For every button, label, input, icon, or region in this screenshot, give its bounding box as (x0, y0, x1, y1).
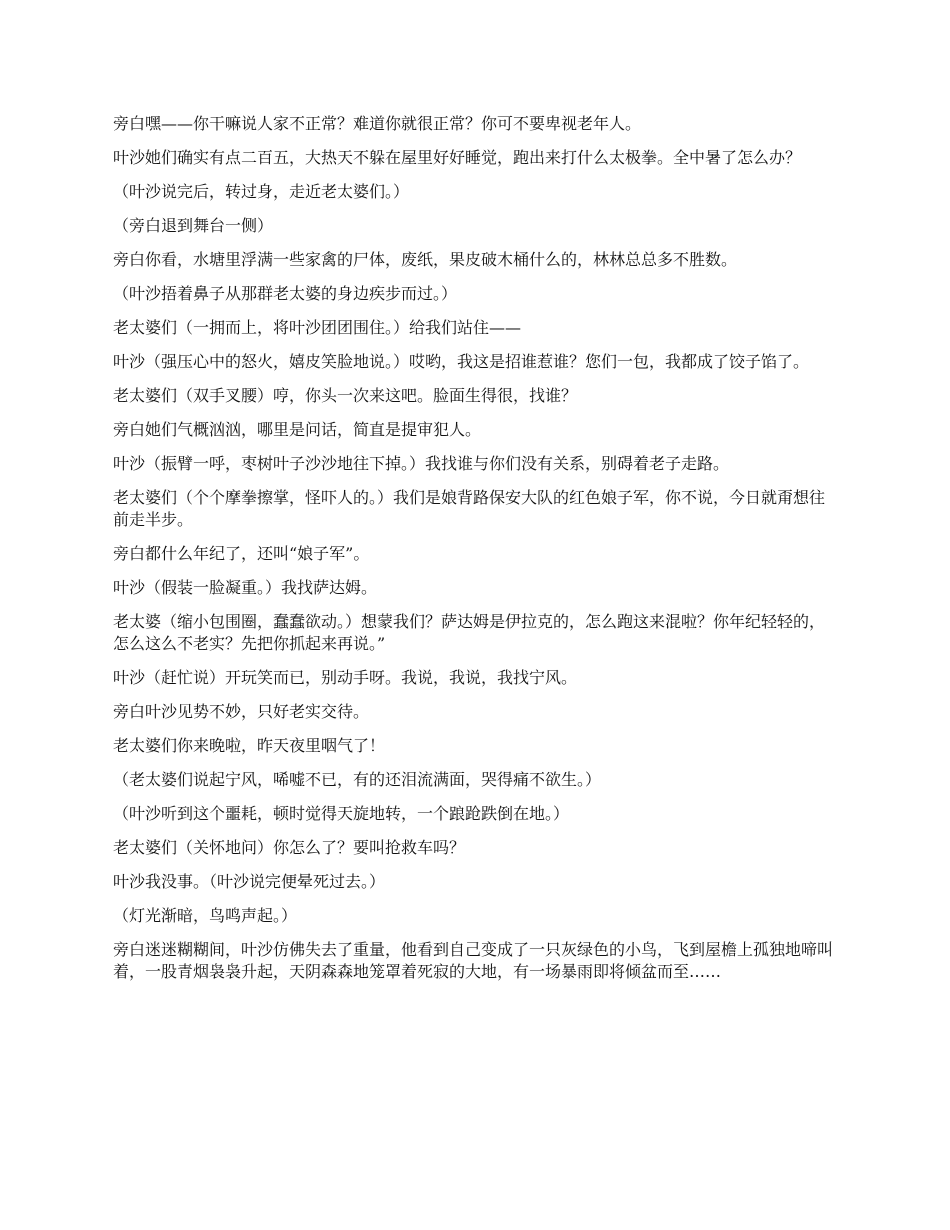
paragraph: 叶沙她们确实有点二百五，大热天不躲在屋里好好睡觉，跑出来打什么太极拳。全中暑了怎么办？ (113, 148, 802, 167)
paragraph: 旁白迷迷糊糊间，叶沙仿佛失去了重量，他看到自己变成了一只灰绿色的小鸟，飞到屋檐上孤独地啼叫着，一股青烟袅袅升起，天阴森森地笼罩着死寂的大地，有一场暴雨即将倾盆而至…… (113, 940, 834, 981)
paragraph: （叶沙捂着鼻子从那群老太婆的身边疾步而过。） (113, 284, 458, 303)
paragraph: 叶沙（假装一脸凝重。）我找萨达姆。 (113, 578, 378, 597)
paragraph: 老太婆们（一拥而上，将叶沙团团围住。）给我们站住—— (113, 318, 522, 337)
paragraph: 老太婆们（双手叉腰）哼，你头一次来这吧。脸面生得很，找谁？ (113, 386, 578, 405)
paragraph: 老太婆们你来晚啦，昨天夜里咽气了！ (113, 736, 386, 755)
paragraph: 旁白你看，水塘里浮满一些家禽的尸体，废纸，果皮破木桶什么的，林林总总多不胜数。 (113, 250, 738, 269)
paragraph: 旁白叶沙见势不妙，只好老实交待。 (113, 702, 370, 721)
paragraph: 旁白她们气概汹汹，哪里是问话，简直是提审犯人。 (113, 420, 482, 439)
paragraph: 旁白都什么年纪了，还叫“娘子军”。 (113, 544, 370, 563)
paragraph: 老太婆们（关怀地问）你怎么了？要叫抢救车吗？ (113, 838, 466, 857)
paragraph: （旁白退到舞台一侧） (113, 216, 274, 235)
paragraph: （老太婆们说起宁风，唏嘘不已，有的还泪流满面，哭得痛不欲生。） (113, 770, 602, 789)
paragraph: 老太婆们（个个摩拳擦掌，怪吓人的。）我们是娘背路保安大队的红色娘子军，你不说，今日就甭想往前走半步。 (113, 488, 826, 529)
paragraph: （叶沙说完后，转过身，走近老太婆们。） (113, 182, 410, 201)
paragraph: （灯光渐暗，鸟鸣声起。） (113, 906, 298, 925)
paragraph: 叶沙我没事。（叶沙说完便晕死过去。） (113, 872, 386, 891)
script-text (113, 113, 840, 995)
paragraph: 老太婆（缩小包围圈，蠢蠢欲动。）想蒙我们？萨达姆是伊拉克的，怎么跑这来混啦？你年纪轻轻的，怎么这么不老实？先把你抓起来再说。” (113, 612, 826, 653)
paragraph: 叶沙（赶忙说）开玩笑而已，别动手呀。我说，我说，我找宁风。 (113, 668, 578, 687)
paragraph: 叶沙（振臂一呼，枣树叶子沙沙地往下掉。）我找谁与你们没有关系，别碍着老子走路。 (113, 454, 730, 473)
paragraph: （叶沙听到这个噩耗，顿时觉得天旋地转，一个踉跄跌倒在地。） (113, 804, 570, 823)
paragraph: 旁白嘿——你干嘛说人家不正常？难道你就很正常？你可不要卑视老年人。 (113, 114, 642, 133)
paragraph: 叶沙（强压心中的怒火，嬉皮笑脸地说。）哎哟，我这是招谁惹谁？您们一包，我都成了饺子馅了。 (113, 352, 810, 371)
